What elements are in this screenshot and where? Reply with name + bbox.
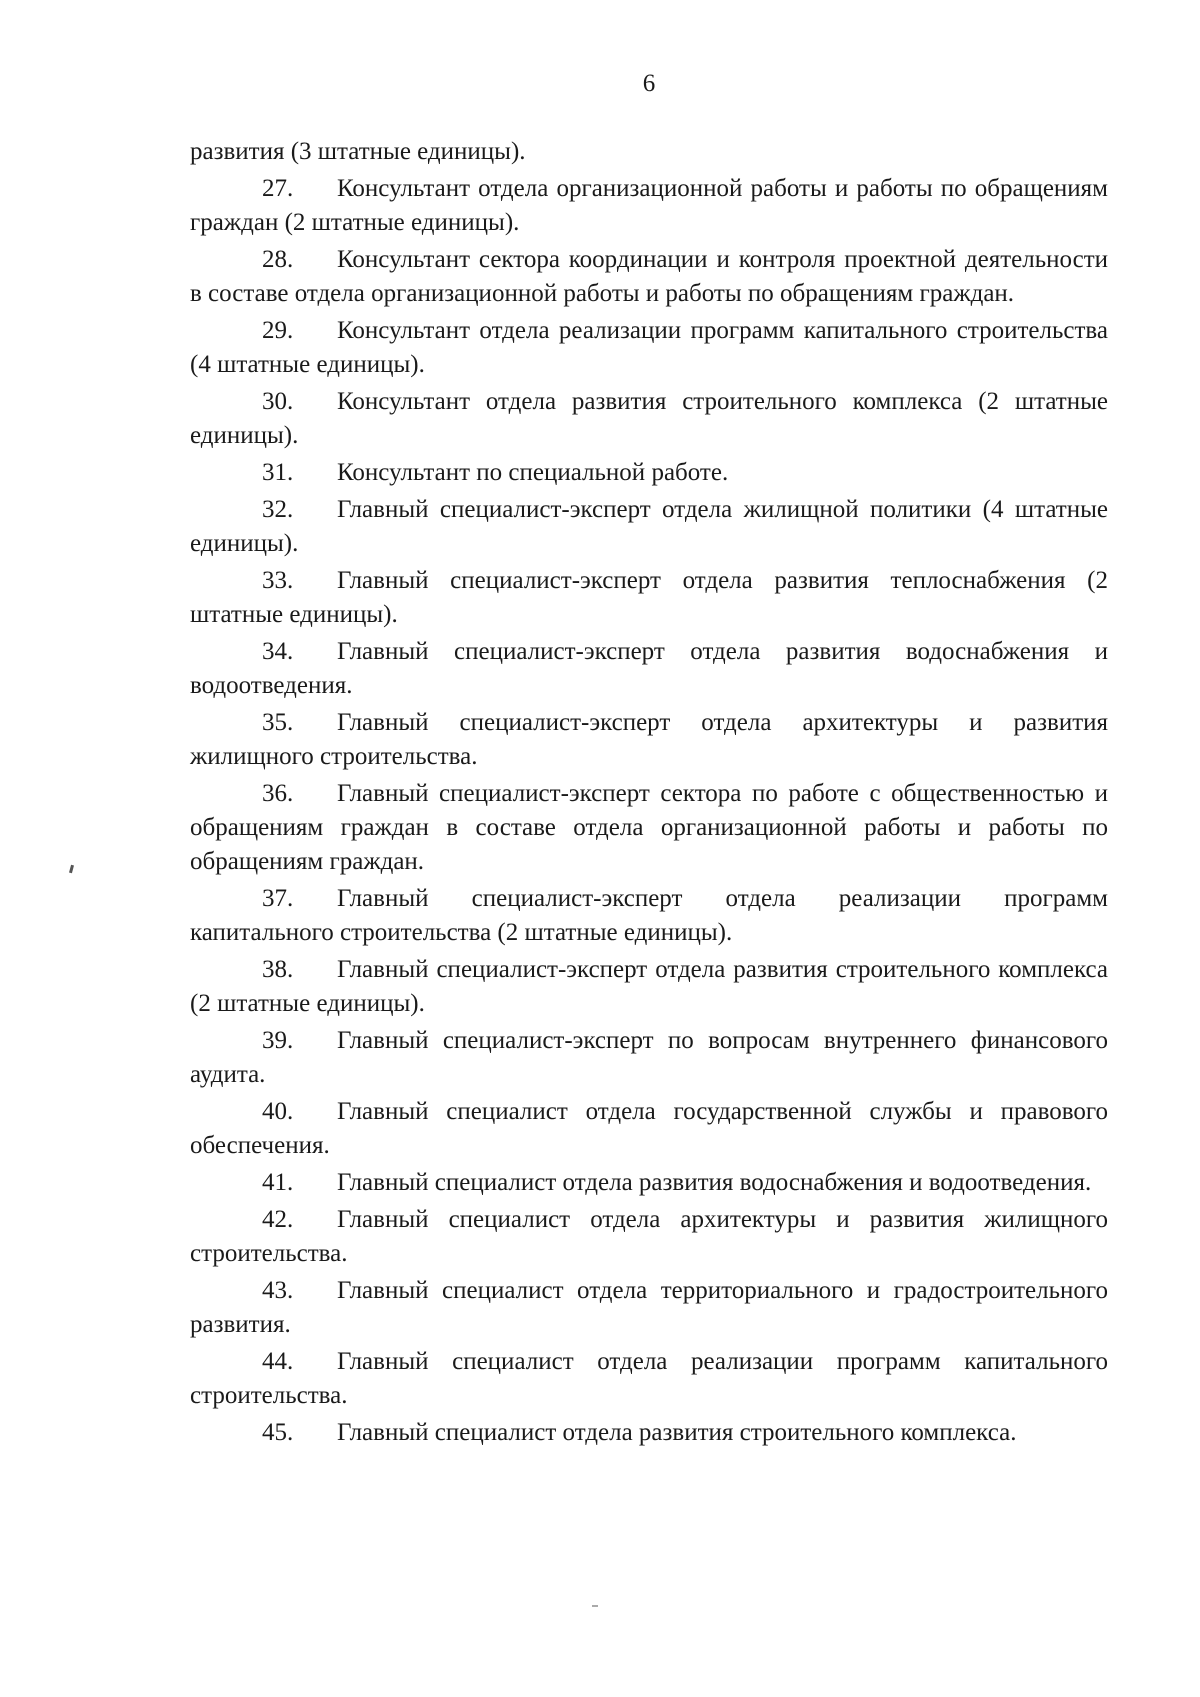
list-item xyxy=(190,564,1108,632)
list-item xyxy=(190,1095,1108,1163)
item-text: Консультант по специальной работе. xyxy=(337,459,729,486)
list-item xyxy=(190,456,1108,490)
list-item xyxy=(190,635,1108,703)
item-text: Главный специалист отдела территориального и градостроительного развития. xyxy=(190,1277,1108,1338)
item-number: 30. xyxy=(262,388,294,415)
item-number: 38. xyxy=(262,956,294,983)
list-item xyxy=(190,1024,1108,1092)
item-text: Главный специалист-эксперт по вопросам внутреннего финансового аудита. xyxy=(190,1027,1108,1088)
list-item xyxy=(190,882,1108,950)
item-number: 39. xyxy=(262,1027,294,1054)
list-item xyxy=(190,953,1108,1021)
item-text: Консультант сектора координации и контроля проектной деятельности в составе отдела организационной работы и работы по обращениям граждан. xyxy=(190,246,1108,307)
item-number: 34. xyxy=(262,638,294,665)
item-text: Главный специалист-эксперт отдела развития строительного комплекса (2 штатные единицы). xyxy=(190,956,1108,1017)
item-number: 44. xyxy=(262,1348,294,1375)
item-text: Консультант отдела реализации программ капитального строительства (4 штатные единицы). xyxy=(190,317,1108,378)
list-item xyxy=(190,243,1108,311)
continuation-line: развития (3 штатные единицы). xyxy=(190,138,526,165)
list-item xyxy=(190,172,1108,240)
item-number: 40. xyxy=(262,1098,294,1125)
item-number: 42. xyxy=(262,1206,294,1233)
list-item xyxy=(190,385,1108,453)
item-number: 35. xyxy=(262,709,294,736)
item-text: Главный специалист отдела развития водоснабжения и водоотведения. xyxy=(337,1169,1092,1196)
list-item xyxy=(190,1203,1108,1271)
item-number: 29. xyxy=(262,317,294,344)
scan-speck xyxy=(69,865,74,874)
item-text: Главный специалист отдела архитектуры и развития жилищного строительства. xyxy=(190,1206,1108,1267)
item-number: 43. xyxy=(262,1277,294,1304)
item-number: 28. xyxy=(262,246,294,273)
item-number: 45. xyxy=(262,1419,294,1446)
list-item xyxy=(190,1166,1108,1200)
item-number: 36. xyxy=(262,780,294,807)
item-text: Главный специалист-эксперт отдела развития водоснабжения и водоотведения. xyxy=(190,638,1108,699)
item-text: Консультант отдела развития строительного комплекса (2 штатные единицы). xyxy=(190,388,1108,449)
item-number: 33. xyxy=(262,567,294,594)
list-item xyxy=(190,1345,1108,1413)
list-item xyxy=(190,706,1108,774)
item-text: Главный специалист отдела развития строительного комплекса. xyxy=(337,1419,1017,1446)
document-body xyxy=(190,135,1108,1453)
scan-dot xyxy=(592,1605,598,1607)
list-item xyxy=(190,1274,1108,1342)
item-text: Главный специалист-эксперт отдела реализации программ капитального строительства (2 штатные единицы). xyxy=(190,885,1108,946)
item-text: Главный специалист отдела реализации программ капитального строительства. xyxy=(190,1348,1108,1409)
item-text: Главный специалист-эксперт отдела жилищной политики (4 штатные единицы). xyxy=(190,496,1108,557)
item-text: Главный специалист-эксперт сектора по работе с общественностью и обращениям граждан в составе отдела организационной работы и работы по обращениям граждан. xyxy=(190,780,1108,875)
item-number: 37. xyxy=(262,885,294,912)
list-item xyxy=(190,1416,1108,1450)
item-number: 27. xyxy=(262,175,294,202)
item-number: 31. xyxy=(262,459,294,486)
item-text: Главный специалист отдела государственной службы и правового обеспечения. xyxy=(190,1098,1108,1159)
item-number: 41. xyxy=(262,1169,294,1196)
item-text: Главный специалист-эксперт отдела развития теплоснабжения (2 штатные единицы). xyxy=(190,567,1108,628)
item-text: Главный специалист-эксперт отдела архитектуры и развития жилищного строительства. xyxy=(190,709,1108,770)
list-item xyxy=(190,314,1108,382)
page-number: 6 xyxy=(642,70,656,97)
list-item xyxy=(190,777,1108,879)
item-text: Консультант отдела организационной работы и работы по обращениям граждан (2 штатные единицы). xyxy=(190,175,1108,236)
list-item xyxy=(190,493,1108,561)
item-number: 32. xyxy=(262,496,294,523)
